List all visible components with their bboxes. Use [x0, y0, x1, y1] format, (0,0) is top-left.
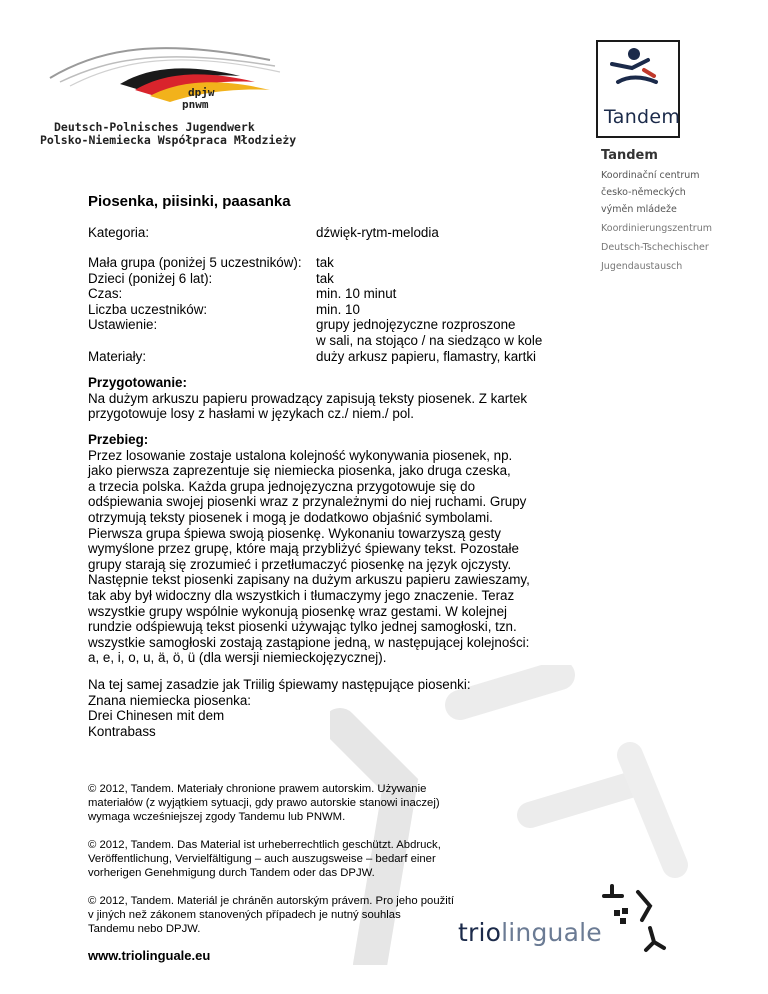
course-line: grupy starają się zrozumieć i przetłumaczyć piosenkę na język ojczysty.	[88, 556, 512, 572]
tandem-name: Tandem	[601, 148, 658, 163]
page-title: Piosenka, piisinki, paasanka	[88, 193, 291, 210]
detail-value: w sali, na stojąco / na siedząco w kole	[316, 333, 543, 348]
prep-line: przygotowuje losy z hasłami w językach cz./ niem./ pol.	[88, 406, 414, 422]
copyright-de-line: vorherigen Genehmigung durch Tandem oder das DPJW.	[88, 867, 375, 879]
detail-label: Czas:	[88, 286, 123, 302]
dpjw-short: dpjw	[188, 86, 215, 99]
course-heading: Przebieg:	[88, 432, 149, 447]
course-line: tak aby był widoczny dla wszystkich i tłumaczymy jego znaczenie. Teraz	[88, 588, 515, 603]
detail-value: tak	[316, 255, 334, 270]
category-label: Kategoria:	[88, 225, 150, 240]
copyright-pl-line: wymaga wcześniejszej zgody Tandemu lub PNWM.	[88, 811, 346, 823]
cz-line-2: česko-německých	[601, 187, 686, 198]
cz-line-3: výměn mládeže	[601, 204, 677, 215]
course-line: odśpiewania swojej piosenki wraz z przynależnymi do niej ruchami. Grupy	[88, 494, 527, 510]
course-line: a trzecia polska. Każda grupa jednojęzyczna przygotowuje się do	[88, 478, 476, 494]
copyright-de-line: Veröffentlichung, Vervielfältigung – auch auszugsweise – bedarf einer	[88, 853, 436, 865]
detail-label: Dzieci (poniżej 6 lat):	[88, 270, 213, 286]
triolinguale-logo-part2: linguale	[501, 918, 602, 947]
prep-heading: Przygotowanie:	[88, 375, 187, 390]
course-line: a, e, i, o, u, ä, ö, ü (dla wersji niemieckojęzycznej).	[88, 650, 387, 666]
extra-line: Na tej samej zasadzie jak Triilig śpiewamy następujące piosenki:	[88, 677, 471, 692]
copyright-cz-line: v jiných než zákonem stanovených případech je nutný souhlas	[88, 909, 401, 921]
detail-value: min. 10 minut	[316, 286, 397, 302]
detail-value: grupy jednojęzyczne rozproszone	[316, 317, 516, 333]
detail-value: min. 10	[316, 301, 360, 317]
detail-label: Materiały:	[88, 348, 147, 364]
detail-label: Mała grupa (poniżej 5 uczestników):	[88, 255, 302, 270]
dpjw-swoosh-graphic	[40, 38, 290, 108]
extra-line: Drei Chinesen mit dem	[88, 708, 225, 724]
dpjw-name-de: Deutsch-Polnisches Jugendwerk	[54, 120, 255, 134]
extra-line: Kontrabass	[88, 723, 156, 739]
cz-line-1: Koordinační centrum	[601, 170, 700, 181]
copyright-cz-line: Tandemu nebo DPJW.	[88, 923, 201, 935]
triolinguale-logo-part1: trio	[458, 918, 502, 947]
detail-value: tak	[316, 270, 334, 286]
de-line-3: Jugendaustausch	[601, 261, 683, 272]
course-line: wszystkie grupy wspólnie wykonują piosenkę wraz gestami. W kolejnej	[88, 603, 508, 619]
pnwm-short: pnwm	[182, 98, 209, 111]
extra-line: Znana niemiecka piosenka:	[88, 692, 252, 708]
detail-label: Ustawienie:	[88, 317, 158, 333]
tandem-figure-icon	[598, 42, 678, 102]
course-line: Przez losowanie zostaje ustalona kolejność wykonywania piosenek, np.	[88, 447, 513, 463]
copyright-de-line: © 2012, Tandem. Das Material ist urheberrechtlich geschützt. Abdruck,	[88, 839, 441, 851]
pnwm-name-pl: Polsko-Niemiecka Współpraca Młodzieży	[40, 133, 297, 147]
de-line-2: Deutsch-Tschechischer	[601, 242, 709, 253]
category-value: dźwięk-rytm-melodia	[316, 225, 439, 240]
tandem-logo	[596, 40, 680, 138]
tandem-info-panel	[601, 148, 751, 275]
copyright-cz-line: © 2012, Tandem. Materiál je chráněn autorským právem. Pro jeho použití	[88, 895, 455, 907]
de-line-1: Koordinierungszentrum	[601, 223, 712, 234]
course-line: rundzie odśpiewują tekst piosenki używając tylko jednej samogłoski, tzn.	[88, 619, 517, 635]
detail-label: Liczba uczestników:	[88, 301, 208, 317]
copyright-pl-line: © 2012, Tandem. Materiały chronione prawem autorskim. Używanie	[88, 783, 427, 795]
triolinguale-symbol-icon	[594, 880, 694, 960]
dpjw-logo	[40, 38, 297, 148]
course-line: wszystkie samogłoski zostają zastąpione jedną, w następującej kolejności:	[88, 634, 530, 650]
prep-line: Na dużym arkuszu papieru prowadzący zapisują teksty piosenek. Z kartek	[88, 390, 528, 406]
copyright-pl-line: materiałów (z wyjątkiem sytuacji, gdy prawo autorskie stanowi inaczej)	[88, 797, 440, 809]
course-line: Pierwsza grupa śpiewa swoją piosenkę. Wykonaniu towarzyszą gesty	[88, 525, 501, 541]
course-line: wymyślone przez grupę, które mają przybliżyć śpiewany tekst. Pozostałe	[88, 541, 519, 557]
course-line: jako pierwsza zaprezentuje się niemiecka piosenka, jako druga czeska,	[88, 463, 511, 479]
detail-value: duży arkusz papieru, flamastry, kartki	[316, 348, 537, 364]
website-link[interactable]: www.triolinguale.eu	[88, 948, 211, 963]
course-line: Następnie tekst piosenki zapisany na dużym arkuszu papieru zawieszamy,	[88, 572, 530, 588]
triolinguale-logo	[458, 918, 602, 947]
tandem-wordmark: Tandem	[604, 106, 681, 128]
course-line: otrzymują teksty piosenek i mogą je dodatkowo objaśnić symbolami.	[88, 510, 493, 525]
